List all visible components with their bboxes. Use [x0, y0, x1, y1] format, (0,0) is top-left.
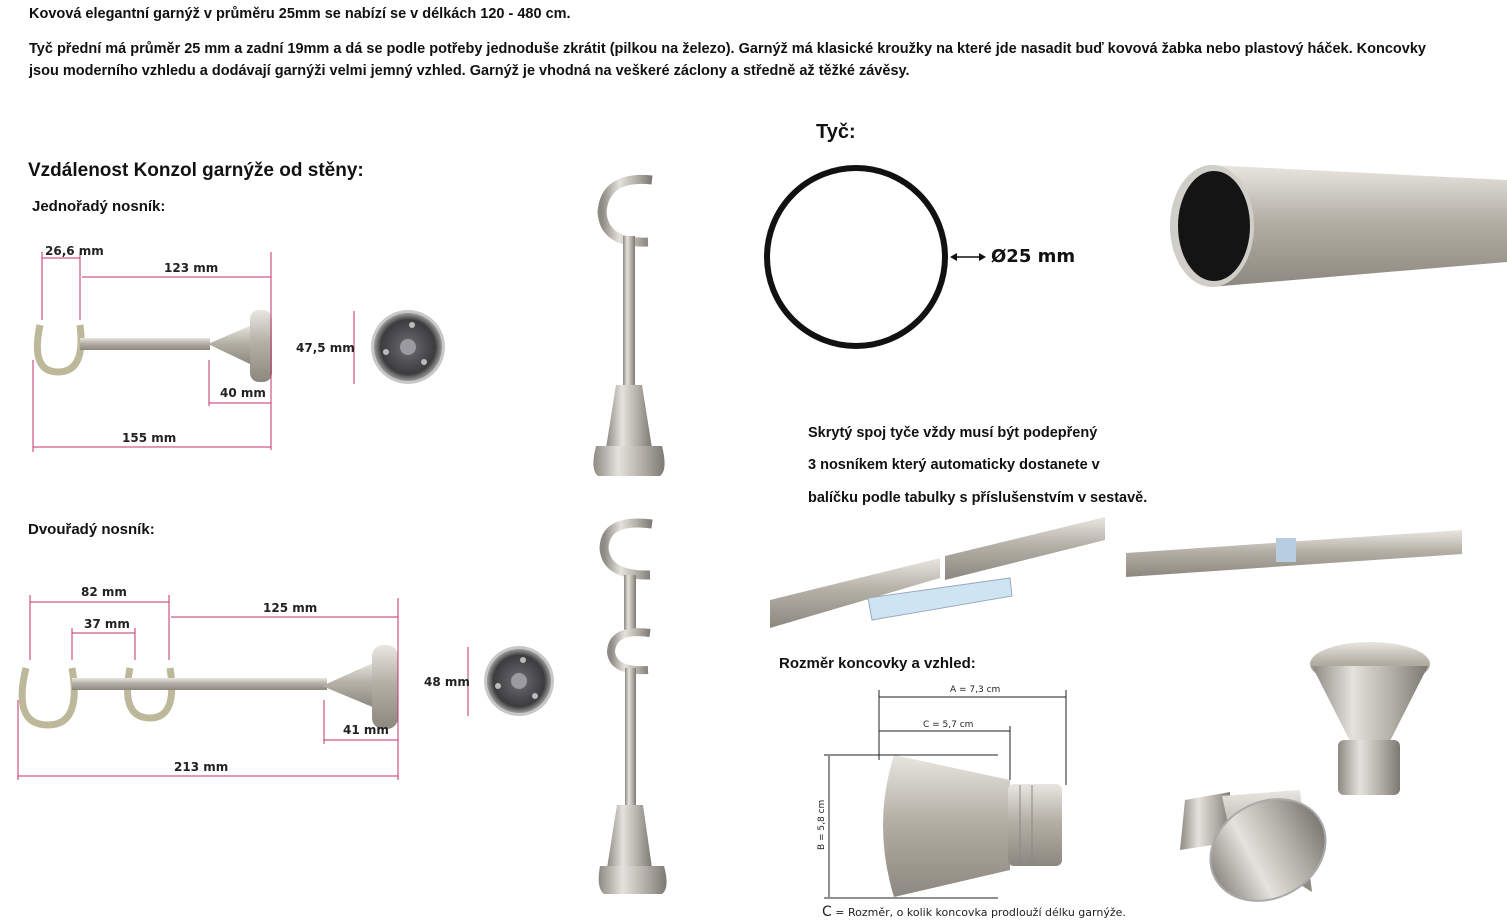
single-bracket-label: Jednořadý nosník: [32, 198, 166, 215]
single-dim-2: 123 mm [164, 261, 219, 275]
finial-photo-tilted [1180, 779, 1344, 920]
finial-heading: Rozměr koncovky a vzhled: [779, 655, 976, 672]
distance-heading: Vzdálenost Konzol garnýže od stěny: [28, 160, 364, 181]
single-bracket-photo [593, 179, 664, 476]
single-plate-dim: 47,5 mm [296, 341, 355, 355]
double-dim-2: 37 mm [84, 617, 130, 631]
single-dim-3: 40 mm [220, 386, 266, 400]
double-bracket-photo [599, 523, 667, 894]
caption-text: = Rozměr, o kolik koncovka prodlouží délku garnýže. [831, 906, 1126, 919]
double-dim-1: 82 mm [81, 585, 127, 599]
single-dim-4: 155 mm [122, 431, 177, 445]
rod-heading: Tyč: [816, 121, 856, 143]
finial-dim-b: B = 5,8 cm [817, 799, 827, 850]
rod-diameter-diagram [767, 168, 986, 346]
joint-note-line1: Skrytý spoj tyče vždy musí být podepřený [808, 425, 1098, 441]
rod-photo [1170, 165, 1507, 287]
joint-note-line3: balíčku podle tabulky s příslušenstvím v sestavě. [808, 490, 1148, 506]
rod-diameter-label: Ø25 mm [991, 246, 1076, 267]
rod-joint-photo-2 [1126, 530, 1462, 577]
single-wall-plate [371, 310, 445, 384]
double-wall-plate [484, 646, 554, 716]
double-bracket-drawing [22, 645, 398, 729]
intro-text: Kovová elegantní garnýž v průměru 25mm se nabízí se v délkách 120 - 480 cm. [29, 6, 571, 22]
double-bracket-label: Dvouřadý nosník: [28, 521, 155, 538]
double-dim-3: 125 mm [263, 601, 318, 615]
finial-dim-a: A = 7,3 cm [950, 685, 1001, 695]
double-dim-5: 213 mm [174, 760, 229, 774]
single-dim-1: 26,6 mm [45, 244, 104, 258]
rod-joint-photo-1 [770, 517, 1105, 628]
double-dim-4: 41 mm [343, 723, 389, 737]
finial-diagram [883, 755, 1062, 897]
single-bracket-drawing [37, 310, 272, 382]
finial-photo-upright [1310, 642, 1430, 795]
description-text: Tyč přední má průměr 25 mm a zadní 19mm a dá se podle potřeby jednoduše zkrátit (pilkou na železo). Garnýž má klasické kroužky na které jde nasadit buď kovová žabka nebo plastový háček. Koncovky jsou moderního vzhledu a dodávají garnýži velmi jemný vzhled. Garnýž je vhodná na veškeré záclony a středně až těžké závěsy. [29, 41, 1426, 79]
double-plate-dim: 48 mm [424, 675, 470, 689]
joint-note-line2: 3 nosníkem který automaticky dostanete v [808, 457, 1100, 473]
caption-letter: C [822, 904, 832, 920]
finial-dim-c: C = 5,7 cm [923, 720, 974, 730]
